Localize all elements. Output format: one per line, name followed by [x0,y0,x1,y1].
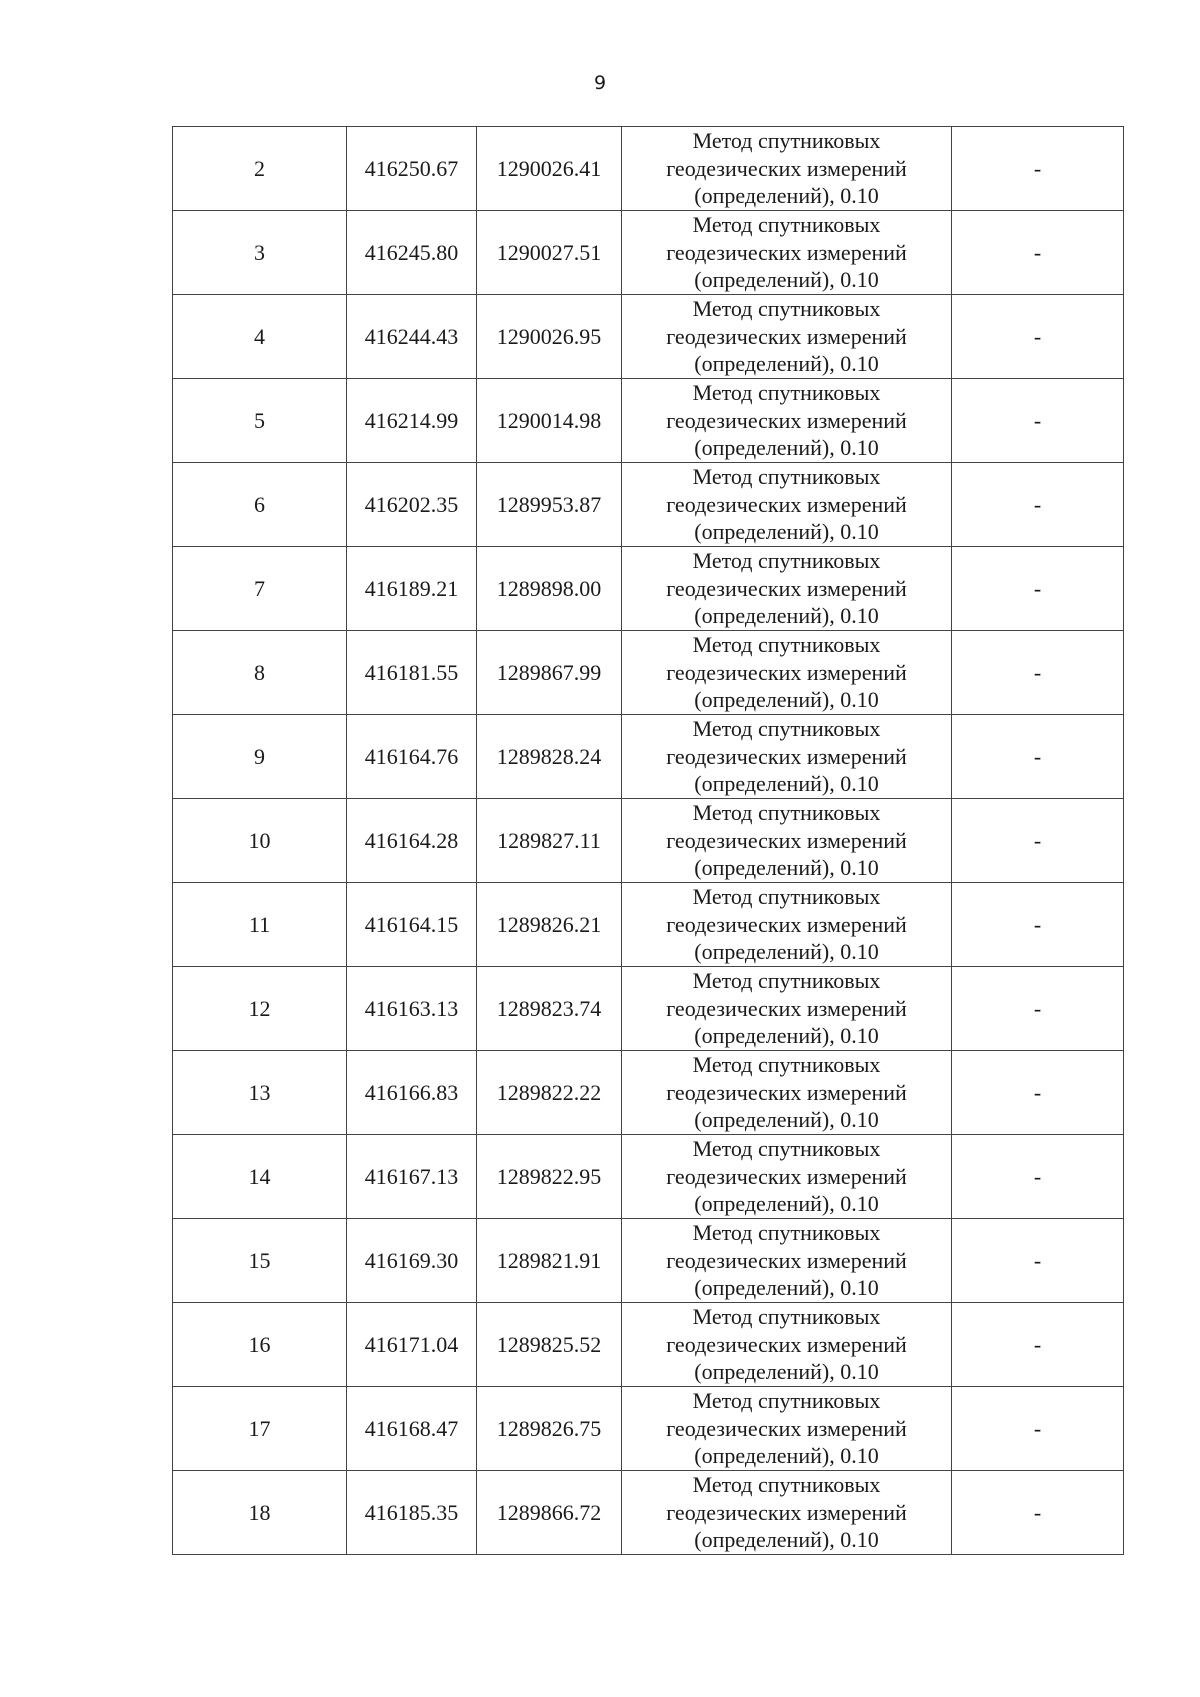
coordinates-table [172,126,1124,1555]
coordinates-table-body [173,127,1124,1555]
method-line: Метод спутниковых [692,380,881,406]
method-line: (определений), 0.10 [694,1107,879,1133]
method-line: геодезических измерений [666,323,907,349]
x-coordinate-cell: 416164.76 [347,715,477,799]
method-line: Метод спутниковых [692,1136,881,1162]
method-line: геодезических измерений [666,743,907,769]
note-cell: - [952,631,1124,715]
method-line: геодезических измерений [666,827,907,853]
table-row [173,1387,1124,1471]
method-line: геодезических измерений [666,659,907,685]
method-line: (определений), 0.10 [694,771,879,797]
method-line: Метод спутниковых [692,1472,881,1498]
point-number-cell: 12 [173,967,347,1051]
method-line: (определений), 0.10 [694,939,879,965]
y-coordinate-cell: 1290027.51 [477,211,622,295]
method-line: геодезических измерений [666,1079,907,1105]
y-coordinate-cell: 1289826.75 [477,1387,622,1471]
point-number-cell: 15 [173,1219,347,1303]
method-line: (определений), 0.10 [694,1359,879,1385]
y-coordinate-cell: 1289822.95 [477,1135,622,1219]
method-line: геодезических измерений [666,239,907,265]
method-line: (определений), 0.10 [694,1191,879,1217]
method-line: Метод спутниковых [692,296,881,322]
method-cell [622,1471,952,1555]
method-cell [622,379,952,463]
point-number-cell: 8 [173,631,347,715]
y-coordinate-cell: 1289826.21 [477,883,622,967]
method-line: (определений), 0.10 [694,183,879,209]
note-cell: - [952,295,1124,379]
point-number-cell: 3 [173,211,347,295]
table-row [173,379,1124,463]
note-cell: - [952,1471,1124,1555]
method-cell [622,463,952,547]
method-cell [622,631,952,715]
table-row [173,1219,1124,1303]
note-cell: - [952,1387,1124,1471]
x-coordinate-cell: 416164.15 [347,883,477,967]
method-line: Метод спутниковых [692,1304,881,1330]
method-cell [622,127,952,211]
y-coordinate-cell: 1290014.98 [477,379,622,463]
method-line: (определений), 0.10 [694,1023,879,1049]
method-line: Метод спутниковых [692,128,881,154]
table-row [173,463,1124,547]
point-number-cell: 10 [173,799,347,883]
method-line: Метод спутниковых [692,1052,881,1078]
point-number-cell: 6 [173,463,347,547]
note-cell: - [952,127,1124,211]
x-coordinate-cell: 416169.30 [347,1219,477,1303]
point-number-cell: 17 [173,1387,347,1471]
page-number: 9 [593,72,607,94]
point-number-cell: 11 [173,883,347,967]
method-line: геодезических измерений [666,155,907,181]
table-row [173,1135,1124,1219]
method-cell [622,1387,952,1471]
point-number-cell: 14 [173,1135,347,1219]
table-row [173,715,1124,799]
method-line: (определений), 0.10 [694,1527,879,1553]
table-row [173,799,1124,883]
point-number-cell: 18 [173,1471,347,1555]
table-row [173,127,1124,211]
table-row [173,967,1124,1051]
method-line: (определений), 0.10 [694,267,879,293]
method-cell [622,883,952,967]
table-row [173,883,1124,967]
x-coordinate-cell: 416189.21 [347,547,477,631]
method-line: Метод спутниковых [692,1388,881,1414]
table-row [173,631,1124,715]
x-coordinate-cell: 416168.47 [347,1387,477,1471]
method-line: Метод спутниковых [692,548,881,574]
note-cell: - [952,463,1124,547]
method-line: геодезических измерений [666,575,907,601]
method-line: Метод спутниковых [692,212,881,238]
y-coordinate-cell: 1289953.87 [477,463,622,547]
method-cell [622,799,952,883]
method-cell [622,1303,952,1387]
method-line: Метод спутниковых [692,716,881,742]
method-line: (определений), 0.10 [694,1443,879,1469]
method-line: (определений), 0.10 [694,519,879,545]
x-coordinate-cell: 416164.28 [347,799,477,883]
method-line: (определений), 0.10 [694,855,879,881]
method-cell [622,1051,952,1135]
x-coordinate-cell: 416181.55 [347,631,477,715]
method-line: Метод спутниковых [692,632,881,658]
table-row [173,1303,1124,1387]
x-coordinate-cell: 416185.35 [347,1471,477,1555]
x-coordinate-cell: 416250.67 [347,127,477,211]
y-coordinate-cell: 1289823.74 [477,967,622,1051]
x-coordinate-cell: 416202.35 [347,463,477,547]
y-coordinate-cell: 1289867.99 [477,631,622,715]
note-cell: - [952,547,1124,631]
note-cell: - [952,1051,1124,1135]
y-coordinate-cell: 1290026.95 [477,295,622,379]
method-line: (определений), 0.10 [694,687,879,713]
method-line: (определений), 0.10 [694,603,879,629]
method-line: (определений), 0.10 [694,435,879,461]
method-line: геодезических измерений [666,407,907,433]
method-line: Метод спутниковых [692,800,881,826]
y-coordinate-cell: 1289822.22 [477,1051,622,1135]
table-row [173,211,1124,295]
note-cell: - [952,211,1124,295]
method-cell [622,715,952,799]
x-coordinate-cell: 416245.80 [347,211,477,295]
note-cell: - [952,1303,1124,1387]
y-coordinate-cell: 1289828.24 [477,715,622,799]
y-coordinate-cell: 1289866.72 [477,1471,622,1555]
method-cell [622,967,952,1051]
note-cell: - [952,715,1124,799]
note-cell: - [952,1219,1124,1303]
note-cell: - [952,799,1124,883]
point-number-cell: 2 [173,127,347,211]
method-line: геодезических измерений [666,995,907,1021]
method-line: геодезических измерений [666,1163,907,1189]
x-coordinate-cell: 416163.13 [347,967,477,1051]
method-line: геодезических измерений [666,1415,907,1441]
method-line: Метод спутниковых [692,464,881,490]
method-line: геодезических измерений [666,1331,907,1357]
table-row [173,295,1124,379]
note-cell: - [952,1135,1124,1219]
y-coordinate-cell: 1289821.91 [477,1219,622,1303]
note-cell: - [952,883,1124,967]
note-cell: - [952,379,1124,463]
table-row [173,547,1124,631]
x-coordinate-cell: 416214.99 [347,379,477,463]
method-line: геодезических измерений [666,1499,907,1525]
method-cell [622,547,952,631]
method-cell [622,211,952,295]
method-cell [622,1219,952,1303]
method-cell [622,1135,952,1219]
x-coordinate-cell: 416244.43 [347,295,477,379]
x-coordinate-cell: 416166.83 [347,1051,477,1135]
method-line: Метод спутниковых [692,884,881,910]
method-line: (определений), 0.10 [694,1275,879,1301]
table-row [173,1051,1124,1135]
y-coordinate-cell: 1289825.52 [477,1303,622,1387]
method-line: Метод спутниковых [692,968,881,994]
method-cell [622,295,952,379]
point-number-cell: 4 [173,295,347,379]
y-coordinate-cell: 1289827.11 [477,799,622,883]
point-number-cell: 16 [173,1303,347,1387]
point-number-cell: 7 [173,547,347,631]
note-cell: - [952,967,1124,1051]
method-line: геодезических измерений [666,1247,907,1273]
y-coordinate-cell: 1289898.00 [477,547,622,631]
point-number-cell: 13 [173,1051,347,1135]
table-row [173,1471,1124,1555]
method-line: (определений), 0.10 [694,351,879,377]
method-line: геодезических измерений [666,491,907,517]
y-coordinate-cell: 1290026.41 [477,127,622,211]
method-line: геодезических измерений [666,911,907,937]
point-number-cell: 9 [173,715,347,799]
method-line: Метод спутниковых [692,1220,881,1246]
x-coordinate-cell: 416171.04 [347,1303,477,1387]
x-coordinate-cell: 416167.13 [347,1135,477,1219]
point-number-cell: 5 [173,379,347,463]
